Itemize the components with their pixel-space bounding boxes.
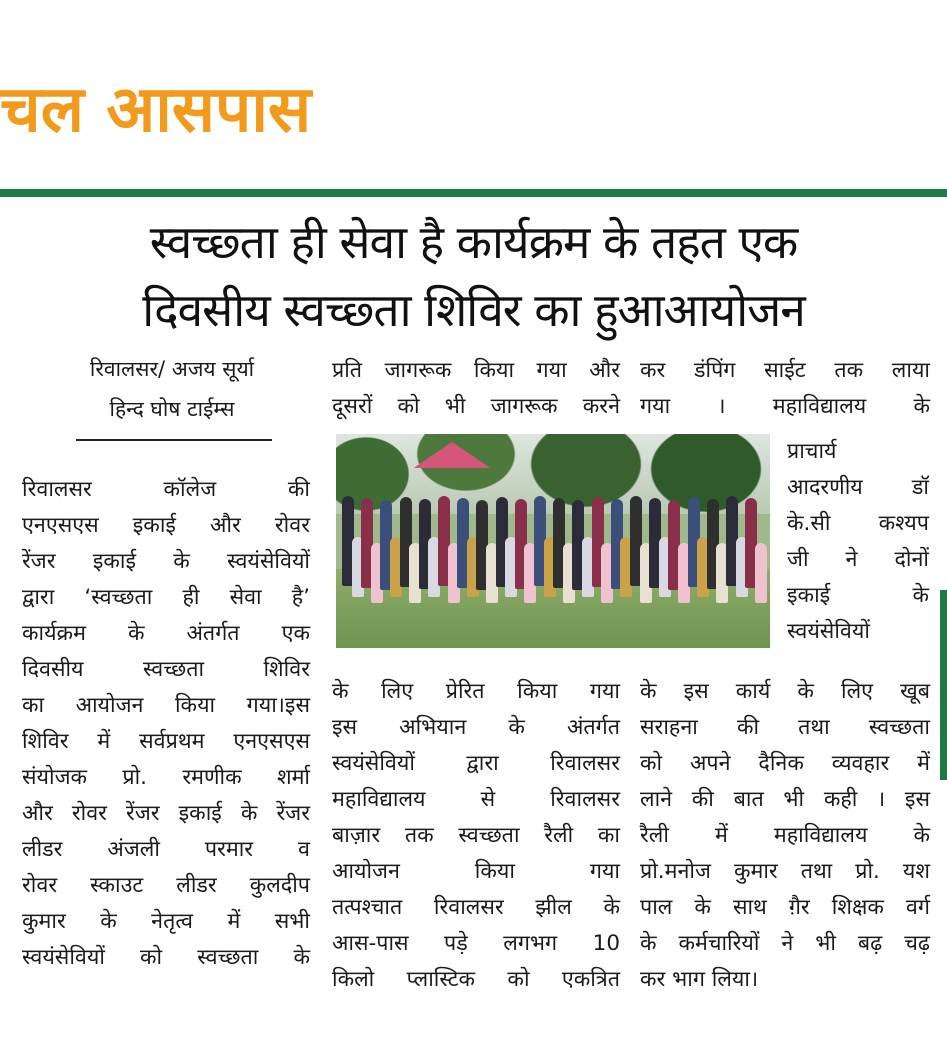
body-line: प्राचार्य [787, 439, 837, 464]
article-column-1 [22, 472, 310, 976]
section-divider [0, 189, 947, 197]
article-column-2-bottom [332, 674, 620, 998]
group-photo [336, 434, 770, 648]
article-column-3-top [640, 353, 930, 425]
section-title: चल आसपास [0, 73, 312, 147]
body-line: जी ने दोनों [787, 547, 929, 572]
body-line: रोवर स्काउट लीडर कुलदीप [22, 873, 310, 898]
page-edge-bar [940, 590, 947, 780]
body-line: किलो प्लास्टिक को एकत्रित [332, 967, 620, 992]
body-line: और रोवर रेंजर इकाई के रेंजर [22, 801, 310, 826]
body-line: एनएसएस इकाई और रोवर [22, 513, 310, 538]
byline-author: रिवालसर/ अजय सूर्या [89, 357, 255, 381]
body-line: गया । महाविद्यालय के [640, 394, 930, 419]
body-line: के लिए प्रेरित किया गया [332, 679, 620, 704]
body-line: को अपने दैनिक व्यवहार में [640, 751, 930, 776]
body-line: के इस कार्य के लिए खूब [640, 679, 930, 704]
body-line: प्रति जागरूक किया गया और [332, 358, 620, 383]
body-line: कर डंपिंग साईट तक लाया [640, 358, 930, 383]
body-line: सराहना की तथा स्वच्छता [640, 715, 930, 740]
body-line: इकाई के [787, 583, 929, 608]
article-column-3-side [787, 434, 929, 650]
article-column-3-bottom [640, 674, 930, 998]
headline-line-1: स्वच्छ्ता ही सेवा है कार्यक्रम के तहत एक [149, 215, 798, 269]
body-line: महाविद्यालय से रिवालसर [332, 787, 620, 812]
body-line: के.सी कश्यप [787, 511, 929, 536]
body-line: कुमार के नेतृत्व में सभी [22, 909, 310, 934]
body-line: रिवालसर कॉलेज की [22, 477, 310, 502]
body-line: के कर्मचारियों ने भी बढ़ चढ़ [640, 931, 930, 956]
body-line: रेंजर इकाई के स्वयंसेवियों [22, 549, 310, 574]
body-line: आस-पास पड़े लगभग 10 [332, 931, 620, 956]
byline-divider [76, 439, 272, 441]
body-line: रैली में महाविद्यालय के [640, 823, 930, 848]
body-line: कर भाग लिया। [640, 967, 759, 992]
body-line: इस अभियान के अंतर्गत [332, 715, 620, 740]
body-line: लाने की बात भी कही । इस [640, 787, 930, 812]
byline-paper: हिन्द घोष टाईम्स [109, 397, 235, 421]
headline-line-2: दिवसीय स्वच्छ्ता शिविर का हुआआयोजन [142, 283, 805, 337]
body-line: प्रो.मनोज कुमार तथा प्रो. यश [640, 859, 930, 884]
body-line: शिविर में सर्वप्रथम एनएसएस [22, 729, 310, 754]
body-line: कार्यक्रम के अंतर्गत एक [22, 621, 310, 646]
body-line: आयोजन किया गया [332, 859, 620, 884]
body-line: बाज़ार तक स्वच्छता रैली का [332, 823, 620, 848]
body-line: दिवसीय स्वच्छता शिविर [22, 657, 310, 682]
body-line: तत्पश्चात रिवालसर झील के [332, 895, 620, 920]
photo-person [755, 543, 767, 603]
body-line: स्वयंसेवियों द्वारा रिवालसर [332, 751, 620, 776]
body-line: का आयोजन किया गया।इस [22, 693, 310, 718]
body-line: पाल के साथ ग़ैर शिक्षक वर्ग [640, 895, 930, 920]
body-line: द्वारा ‘स्वच्छता ही सेवा है’ [22, 585, 310, 610]
body-line: आदरणीय डॉ [787, 475, 929, 500]
body-line: दूसरों को भी जागरूक करने [332, 394, 620, 419]
article-column-2-top [332, 353, 620, 425]
body-line: लीडर अंजली परमार व [22, 837, 310, 862]
body-line: स्वयंसेवियों को स्वच्छता के [22, 945, 310, 970]
body-line: संयोजक प्रो. रमणीक शर्मा [22, 765, 310, 790]
body-line: स्वयंसेवियों [787, 619, 870, 644]
